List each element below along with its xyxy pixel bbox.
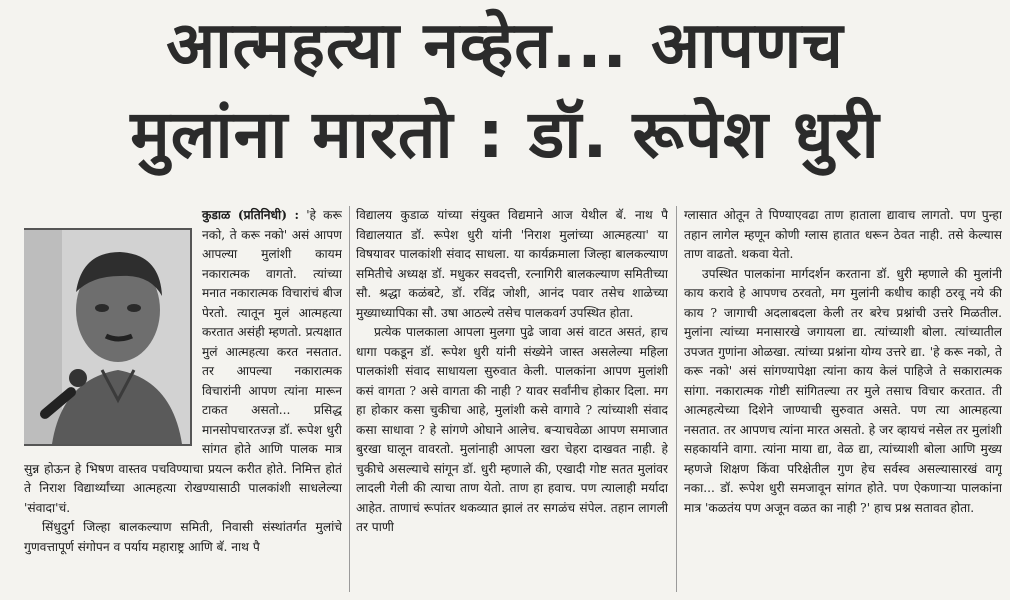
article-column-2	[356, 206, 668, 592]
paragraph: ग्लासात ओतून ते पिण्याएवढा ताण हाताला द्यावाच लागतो. पण पुन्हा तहान लागेल म्हणून कोणी ग्लास हातात धरून ठेवत नाही. तसे केल्यास ताण वाढतो. थकवा येतो.	[684, 208, 1002, 261]
headline-line-2: मुलांना मारतो : डॉ. रूपेश धुरी	[130, 96, 880, 173]
paragraph: प्रत्येक पालकाला आपला मुलगा पुढे जावा असं वाटत असतं, हाच धागा पकडून डॉ. रूपेश धुरी यांनी संख्येने जास्त असलेल्या महिला पालकांशी संवाद साधायला सुरुवात केली. पालकांना आपण मुलांशी कसं वागता ? असे वागता की नाही ? यावर सर्वांनीच होकार दिला. मग हा होकार कसा चुकीचा आहे, मुलांशी कसे वागावे ? त्यांच्याशी संवाद कसा साधावा ? हे सांगणे ओघाने आलेच. बऱ्याचवेळा आपण समाजात बुरखा घालून वावरतो. मुलांनाही आपला खरा चेहरा दाखवत नाही. हे चुकीचे असल्याचे सांगून डॉ. धुरी म्हणाले की, एखादी गोष्ट सतत मुलांवर लादली गेली की त्याचा ताण येतो. ताण हा हवाच. पण त्यालाही मर्यादा आहेत. ताणाचं रूपांतर थकव्यात झालं तर सगळंच संपेल. तहान लागली तर पाणी	[356, 325, 668, 534]
article-column-1	[24, 206, 342, 592]
paragraph: 'हे करू नको, ते करू नको' असं आपण आपल्या मुलांशी कायम नकारात्मक वागतो. त्यांच्या मनात नकारात्मक विचारांचं बीज पेरतो. त्यातून मुलं आत्महत्या करतात असंही म्हणतो. प्रत्यक्षात मुलं आत्महत्या करत नसतात. तर आपल्या नकारात्मक विचारांनी आपण त्यांना मारून टाकत असतो... प्रसिद्ध मानसोपचारतज्ज्ञ डॉ. रूपेश धुरी सांगत होते आणि पालक मात्र सुन्न होऊन हे भिषण वास्तव पचविण्याचा प्रयत्न करीत होते. निमित्त होतं ते निराश विद्यार्थ्यांच्या आत्महत्या रोखण्यासाठी पालकांशी साधलेल्या 'संवादा'चं.	[24, 208, 342, 515]
paragraph: उपस्थित पालकांना मार्गदर्शन करताना डॉ. धुरी म्हणाले की मुलांनी काय करावे हे आपणच ठरवतो, मग मुलांनी कधीच काही ठरवू नये की काय ? जागाची अदलाबदला केली तर बरेच प्रश्नांची उत्तरे मिळतील. मुलांना त्यांच्या मनासारखे जगायला द्या. त्यांच्याशी बोला. त्यांच्यातील उपजत गुणांना ओळखा. त्यांच्या प्रश्नांना योग्य उत्तरे द्या. 'हे करू नको, ते करू नको' असं सांगण्यापेक्षा त्यांना काय केलं पाहिजे ते सकारात्मक सांगा. नकारात्मक गोष्टी सांगितल्या तर मुले तसाच विचार करतात. ती आत्महत्येच्या दिशेने जाण्याची सुरुवात असते. पण त्या आत्महत्या नसतात. तर आपणच त्यांना मारत असतो. हे जर व्हायचं नसेल तर मुलांशी सहकार्याने वागा. त्यांना माया द्या, वेळ द्या, त्यांच्याशी बोला आणि मुख्य म्हणजे शिक्षण किंवा परिक्षेतील गुण हेच सर्वस्व असल्यासारखं वागू नका... डॉ. रूपेश धुरी समजावून सांगत होते. पण ऐकणाऱ्या पालकांना मात्र 'कळतंय पण अजून वळत का नाही ?' हाच प्रश्न सतावत होता.	[684, 266, 1002, 515]
column-divider	[349, 206, 350, 592]
paragraph: विद्यालय कुडाळ यांच्या संयुक्त विद्यमाने आज येथील बॅ. नाथ पै विद्यालयात डॉ. रूपेश धुरी यांनी 'निराश मुलांच्या आत्महत्या' या विषयावर पालकांशी संवाद साधला. या कार्यक्रमाला जिल्हा बालकल्याण समितीचे अध्यक्ष डॉ. मधुकर सवदत्ती, रत्नागिरी बालकल्याण समितीच्या सौ. श्रद्धा कळंबटे, डॉ. रविंद्र जोशी, आनंद पवार तसेच शाळेच्या मुख्याध्यापिका सौ. उषा आठल्ये तसेच पालकवर्ग उपस्थित होता.	[356, 208, 668, 320]
article-column-3	[684, 206, 1002, 592]
paragraph: सिंधुदुर्ग जिल्हा बालकल्याण समिती, निवासी संस्थांतर्गत मुलांचे गुणवत्तापूर्ण संगोपन व पर्याय महाराष्ट्र आणि बॅ. नाथ पै	[24, 520, 342, 554]
dateline: कुडाळ (प्रतिनिधी) :	[202, 208, 300, 222]
author-photo	[24, 228, 192, 446]
headline-line-1: आत्महत्या नव्हेत... आपणच	[166, 9, 844, 83]
column-divider	[676, 206, 677, 592]
